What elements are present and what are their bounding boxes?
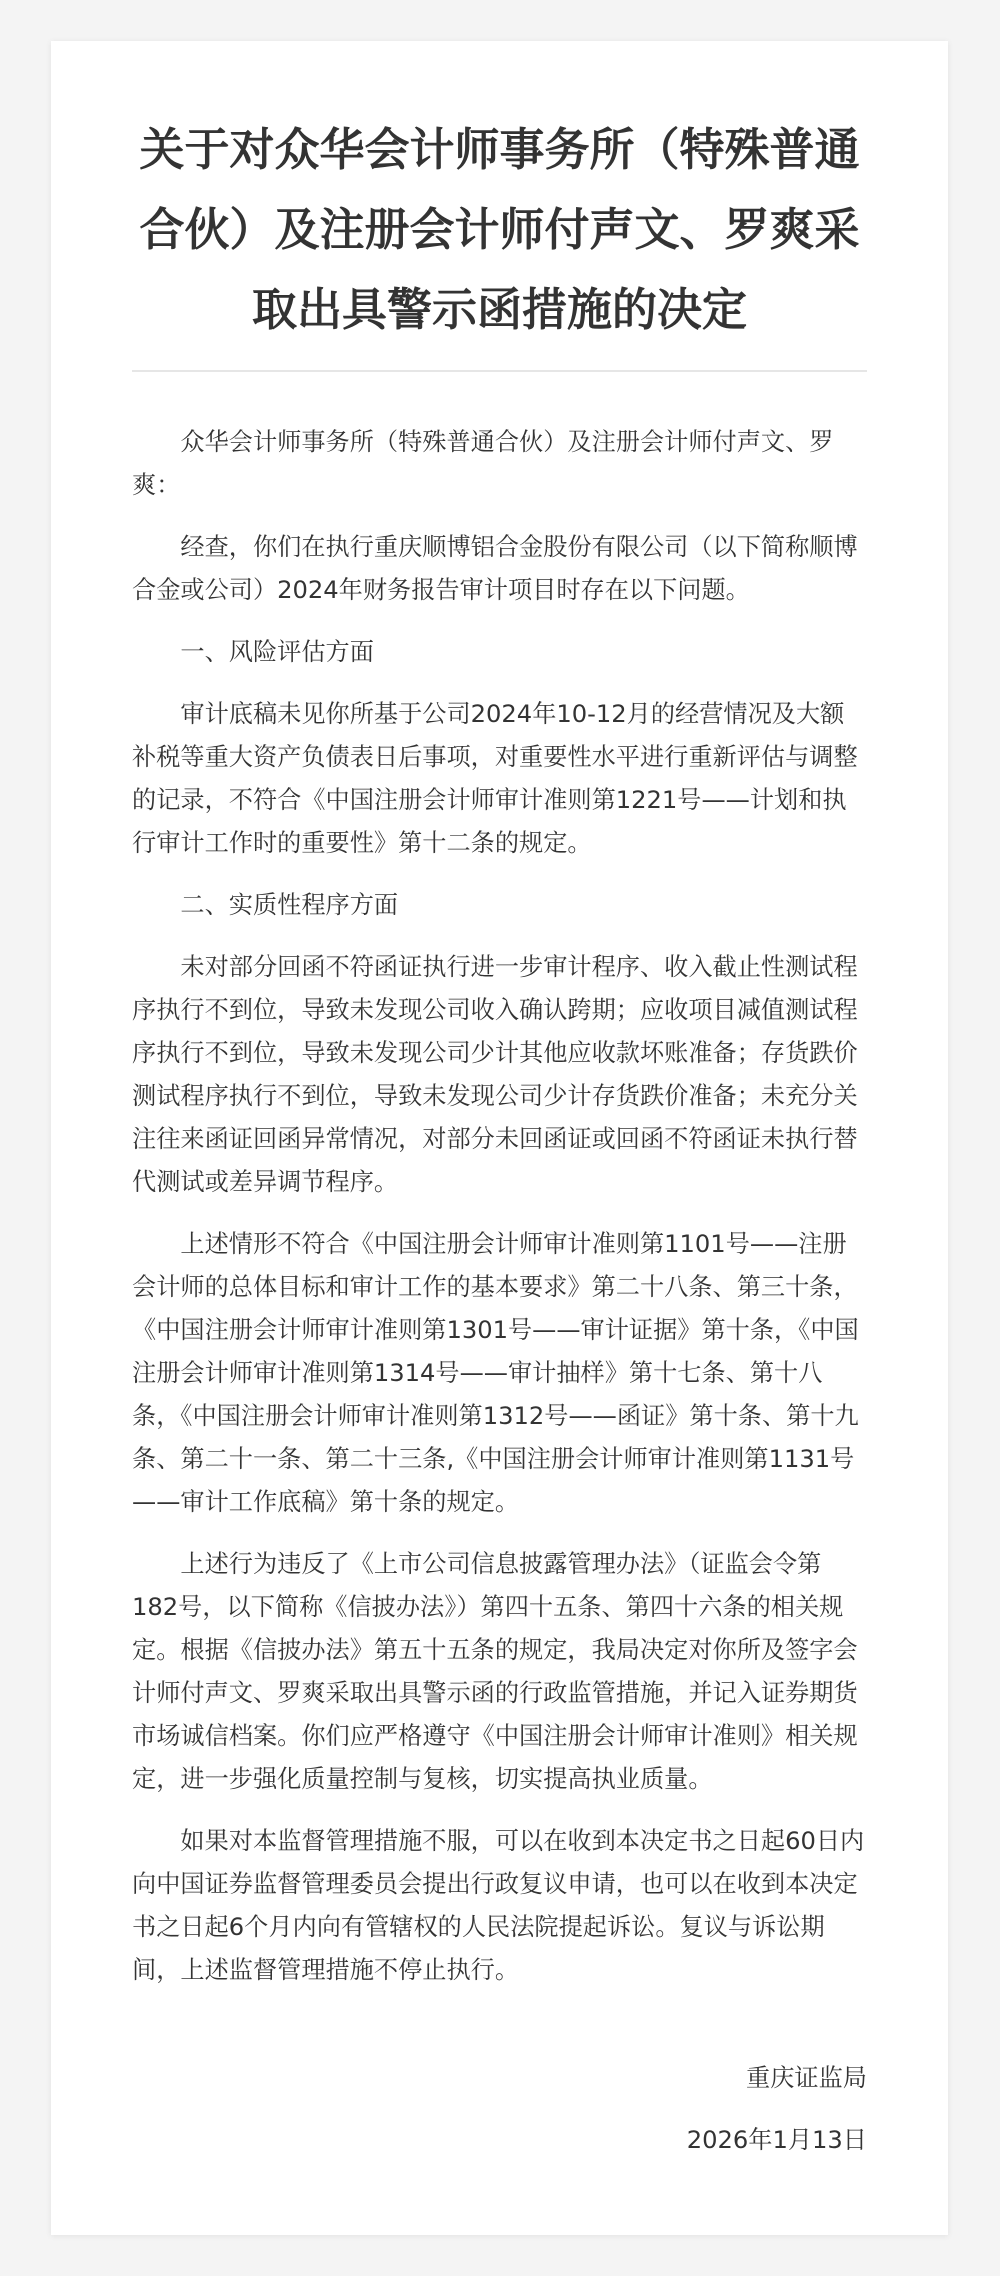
paragraph-appeal-rights: 如果对本监督管理措施不服，可以在收到本决定书之日起60日内向中国证券监督管理委员会提出行政复议申请，也可以在收到本决定书之日起6个月内向有管辖权的人民法院提起诉讼。复议与诉讼期间，上述监督管理措施不停止执行。 bbox=[132, 1827, 865, 1984]
document-title: 关于对众华会计师事务所（特殊普通合伙）及注册会计师付声文、罗爽采取出具警示函措施的决定 bbox=[139, 123, 860, 336]
section-heading-substantive-procedures: 二、实质性程序方面 bbox=[180, 891, 399, 919]
paragraph-risk-assessment: 审计底稿未见你所基于公司2024年10-12月的经营情况及大额补税等重大资产负债表日后事项，对重要性水平进行重新评估与调整的记录，不符合《中国注册会计师审计准则第1221号——计划和执行审计工作时的重要性》第十二条的规定。 bbox=[132, 700, 858, 857]
paragraph-findings-intro: 经查，你们在执行重庆顺博铝合金股份有限公司（以下简称顺博合金或公司）2024年财务报告审计项目时存在以下问题。 bbox=[132, 533, 858, 604]
issue-date: 2026年1月13日 bbox=[686, 2126, 867, 2154]
paragraph-decision: 上述行为违反了《上市公司信息披露管理办法》（证监会令第182号，以下简称《信披办法》）第四十五条、第四十六条的相关规定。根据《信披办法》第五十五条的规定，我局决定对你所及签字会计师付声文、罗爽采取出具警示函的行政监管措施，并记入证券期货市场诚信档案。你们应严格遵守《中国注册会计师审计准则》相关规定，进一步强化质量控制与复核，切实提高执业质量。 bbox=[132, 1550, 858, 1793]
section-heading-risk-assessment: 一、风险评估方面 bbox=[180, 638, 374, 666]
paragraph-substantive-procedures: 未对部分回函不符函证执行进一步审计程序、收入截止性测试程序执行不到位，导致未发现公司收入确认跨期；应收项目减值测试程序执行不到位，导致未发现公司少计其他应收款坏账准备；存货跌价测试程序执行不到位，导致未发现公司少计存货跌价准备；未充分关注往来函证回函异常情况，对部分未回函证或回函不符函证未执行替代测试或差异调节程序。 bbox=[132, 953, 858, 1196]
salutation: 众华会计师事务所（特殊普通合伙）及注册会计师付声文、罗爽： bbox=[132, 428, 834, 499]
document-card bbox=[51, 41, 948, 2235]
title-divider bbox=[132, 370, 867, 372]
issuer-signature: 重庆证监局 bbox=[746, 2064, 867, 2092]
paragraph-standards-violated: 上述情形不符合《中国注册会计师审计准则第1101号——注册会计师的总体目标和审计工作的基本要求》第二十八条、第三十条，《中国注册会计师审计准则第1301号——审计证据》第十条，《中国注册会计师审计准则第1314号——审计抽样》第十七条、第十八条，《中国注册会计师审计准则第1312号——函证》第十条、第十九条、第二十一条、第二十三条,《中国注册会计师审计准则第1131号——审计工作底稿》第十条的规定。 bbox=[132, 1230, 859, 1516]
